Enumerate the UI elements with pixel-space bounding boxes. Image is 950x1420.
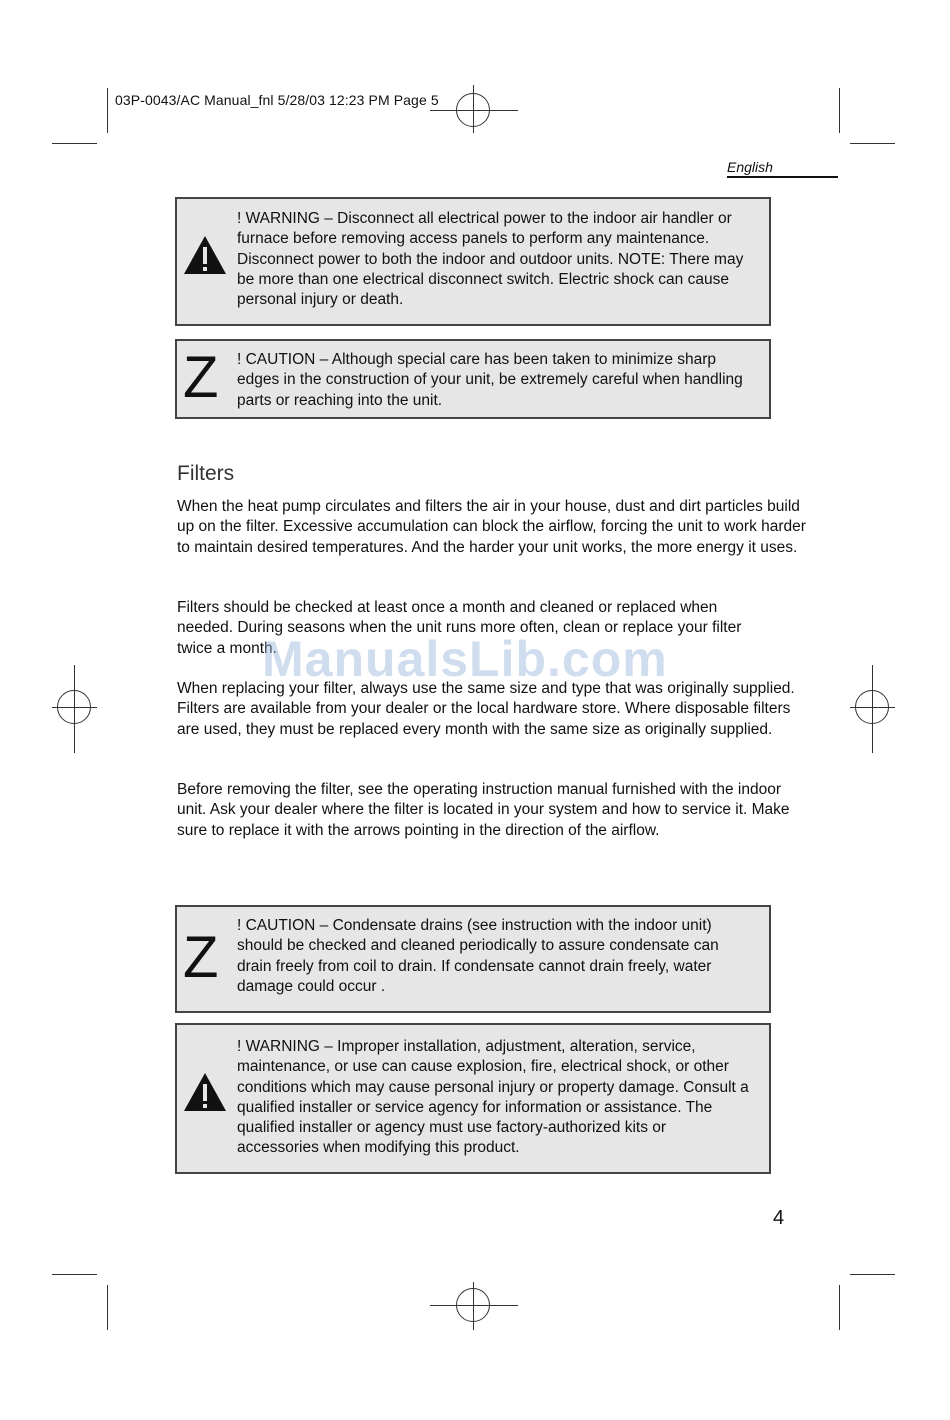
warning-box-disconnect-power <box>175 197 771 326</box>
paragraph-2: Filters should be checked at least once a month and cleaned or replaced when needed. During seasons when the unit runs more often, clean or replace your filter twice a month. <box>177 599 742 657</box>
caution-box-sharp-edges <box>175 339 771 419</box>
caution-z-icon: Z <box>183 345 219 410</box>
warning-text: ! WARNING – Disconnect all electrical power to the indoor air handler or furnace before removing access panels to perform any maintenance. Disconnect power to both the indoor and outdoor units. NOTE: There may be more than one electrical disconnect switch. Electric shock can cause personal injury or death. <box>237 210 744 309</box>
warning-box-improper-installation <box>175 1023 771 1174</box>
print-slug: 03P-0043/AC Manual_fnl 5/28/03 12:23 PM Page 5 <box>115 92 439 108</box>
paragraph-3: When replacing your filter, always use the same size and type that was originally supplied. Filters are available from your dealer or the local hardware store. Where disposable filters are used, they must be replaced every month with the same size as originally supplied. <box>177 680 795 738</box>
warning-triangle-icon <box>182 234 228 276</box>
watermark: ManualsLib.com <box>262 631 668 687</box>
warning-triangle-icon <box>182 1071 228 1113</box>
caution-z-icon: Z <box>183 925 219 990</box>
language-label: English <box>727 159 773 175</box>
warning-text: ! WARNING – Improper installation, adjustment, alteration, service, maintenance, or use can cause explosion, fire, electrical shock, or other conditions which may cause personal injury or property damage. Consult a qualified installer or service agency for information or assistance. The qualified installer or agency must use factory-authorized kits or accessories when modifying this product. <box>237 1038 749 1157</box>
caution-text: ! CAUTION – Condensate drains (see instruction with the indoor unit) should be checked and cleaned periodically to assure condensate can drain freely from coil to drain. If condensate cannot drain freely, water damage could occur . <box>237 917 719 995</box>
paragraph-4: Before removing the filter, see the operating instruction manual furnished with the indoor unit. Ask your dealer where the filter is located in your system and how to service it. Make sure to replace it with the arrows pointing in the direction of the airflow. <box>177 781 790 839</box>
caution-box-condensate <box>175 905 771 1013</box>
section-title: Filters <box>177 462 235 485</box>
caution-text: ! CAUTION – Although special care has been taken to minimize sharp edges in the construction of your unit, be extremely careful when handling parts or reaching into the unit. <box>237 351 743 409</box>
paragraph-1: When the heat pump circulates and filters the air in your house, dust and dirt particles build up on the filter. Excessive accumulation can block the airflow, forcing the unit to work harder to maintain desired temperatures. And the harder your unit works, the more energy it uses. <box>177 498 806 556</box>
language-rule <box>727 176 838 178</box>
page-number: 4 <box>773 1207 785 1229</box>
